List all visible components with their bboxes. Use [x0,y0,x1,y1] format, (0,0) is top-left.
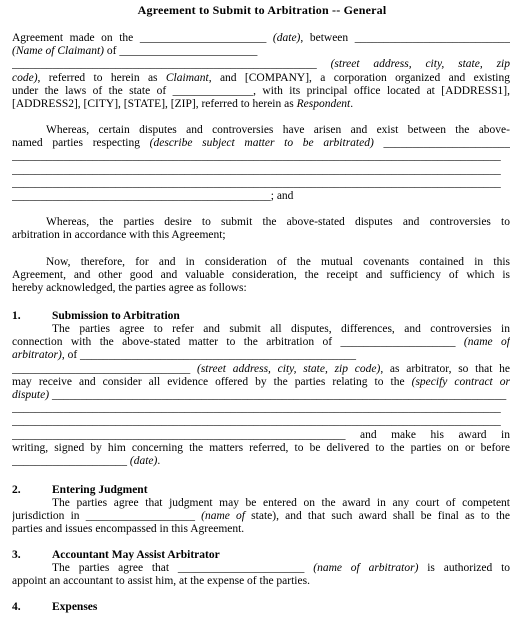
intro-line-text: _____________________________________________________ (street address, city, state, zip [12,58,510,71]
whereas1-line-text: named parties respecting (describe subject matter to be arbitrated) ______________________ [12,137,510,150]
s2-line [12,523,510,536]
s1-line [12,429,510,442]
document-title: Agreement to Submit to Arbitration -- General [137,3,387,17]
intro-line [12,98,510,111]
whereas1-line-text: Whereas, certain disputes and controversies have arisen and exist between the above- [46,124,510,136]
section-2-body [12,497,510,537]
s1-line-text: dispute) _______________________________________________________________________________ [12,389,507,402]
s1-line [12,363,510,376]
now-line [12,256,510,269]
now-therefore-paragraph [12,256,510,296]
whereas1-line [12,177,510,190]
s2-line-text: The parties agree that judgment may be entered on the award in any court of competent [52,497,510,509]
s1-line [12,336,510,349]
s2-line [12,510,510,523]
s1-line [12,415,510,428]
whereas1-line [12,124,510,137]
section-3-body [12,562,510,588]
section-number: 1. [12,310,21,322]
whereas1-line [12,137,510,150]
intro-line [12,72,510,85]
s1-line [12,349,510,362]
s1-line [12,442,510,455]
s1-line-text: arbitrator), of ________________________________________________ [12,349,357,362]
whereas1-line-text: _____________________________________________________________________________________ [12,150,501,163]
section-4-heading [12,601,510,614]
s1-line [12,389,510,402]
s2-line-text: parties and issues encompassed in this Agreement. [12,523,245,536]
s1-line-text: may receive and consider all evidence offered by the parties relating to the (specify contract or [12,375,510,388]
intro-line-text: [ADDRESS2], [CITY], [STATE], [ZIP], referred to herein as Respondent. [12,98,354,111]
intro-line [12,58,510,71]
whereas1-line-text: _____________________________________________; and [12,190,294,203]
s1-line-text: _____________________________________________________________________________________ [12,415,501,428]
s1-line [12,402,510,415]
section-number: 4. [12,601,21,613]
now-line [12,269,510,282]
s1-line [12,376,510,389]
now-line-text: Agreement, and other good and valuable consideration, the receipt and sufficiency of which is [12,269,510,282]
whereas2-line [12,229,510,242]
intro-line-text: (Name of Claimant) of ________________________ [12,45,258,58]
intro-line-text: under the laws of the state of ______________, with its principal office located at [ADDRESS1], [12,84,510,97]
s1-line-text: _____________________________________________________________________________________ [12,402,501,415]
s3-line-text: The parties agree that ______________________ (name of arbitrator) is authorized to [52,562,510,574]
section-1-heading [12,310,510,323]
section-number: 3. [12,549,21,561]
section-heading-text: Submission to Arbitration [52,310,180,322]
s1-line [12,455,510,468]
whereas2-line-text: arbitration in accordance with this Agreement; [12,229,226,242]
whereas2-line-text: Whereas, the parties desire to submit the above-stated disputes and controversies to [46,216,510,228]
s1-line-text: The parties agree to refer and submit all disputes, differences, and controversies in [52,323,510,335]
intro-line-text: Agreement made on the ______________________ (date), between ___________________________ [12,32,510,44]
now-line-text: hereby acknowledged, the parties agree as follows: [12,282,247,295]
s1-line-text: __________________________________________________________ and make his award in [12,428,510,441]
s1-line-text: writing, signed by him concerning the matters referred, to be delivered to the parties on or before [12,441,510,454]
intro-paragraph [12,32,510,111]
s3-line [12,562,510,575]
now-line [12,282,510,295]
section-2-heading [12,484,510,497]
section-heading-text: Accountant May Assist Arbitrator [52,549,220,561]
section-heading-text: Entering Judgment [52,484,148,496]
section-3-heading [12,549,510,562]
s2-line-text: jurisdiction in ___________________ (name of state), and that such award shall be final as to the [12,510,510,523]
s1-line-text: ____________________ (date). [12,455,161,468]
whereas1-line [12,164,510,177]
section-heading-text: Expenses [52,601,98,613]
s3-line [12,575,510,588]
now-line-text: Now, therefore, for and in consideration of the mutual covenants contained in this [46,256,510,268]
section-number: 2. [12,484,21,496]
s2-line [12,497,510,510]
whereas1-line-text: _____________________________________________________________________________________ [12,163,501,176]
intro-line [12,32,510,45]
intro-line-text: code), referred to herein as Claimant, and [COMPANY], a corporation organized and existing [12,71,510,84]
s3-line-text: appoint an accountant to assist him, at the expense of the parties. [12,575,310,588]
whereas-disputes-paragraph [12,124,510,203]
s1-line [12,323,510,336]
s1-line-text: connection with the above-stated matter to the arbitration of ____________________ (name of [12,336,510,349]
section-1-body [12,323,510,468]
intro-line [12,85,510,98]
whereas1-line [12,150,510,163]
intro-line [12,45,510,58]
s1-line-text: _______________________________ (street address, city, state, zip code), as arbitrator, so that he [12,362,510,375]
whereas-desire-paragraph [12,216,510,242]
whereas1-line [12,190,510,203]
whereas2-line [12,216,510,229]
whereas1-line-text: _____________________________________________________________________________________ [12,176,501,189]
